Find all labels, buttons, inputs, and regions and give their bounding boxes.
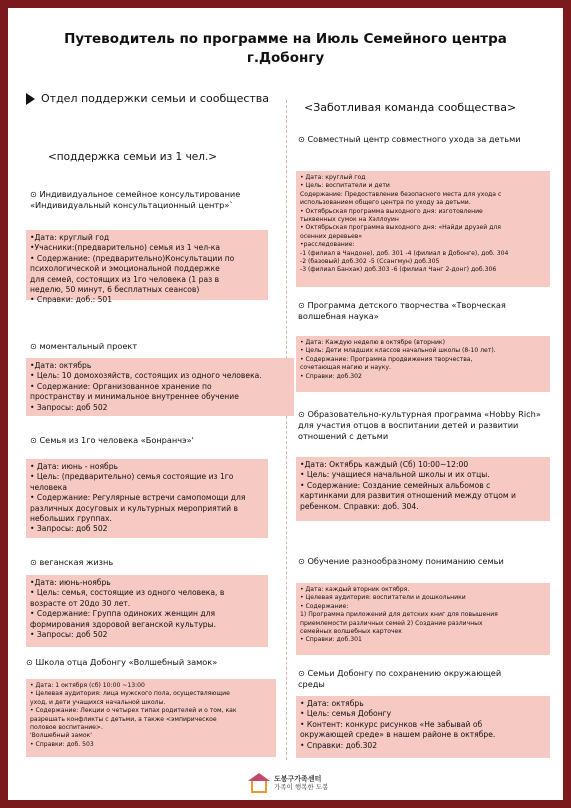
program-line: тыквенных сумок на Хэллоуин bbox=[300, 216, 399, 224]
heading-line: среды bbox=[298, 679, 325, 689]
program-box bbox=[26, 358, 294, 416]
heading-line: ⊙ Образовательно-культурная программа «Hobby Rich» bbox=[298, 409, 541, 419]
program-line: • Запросы: доб 502 bbox=[30, 630, 108, 640]
program-line: • Целевая аудитория: воспитатели и дошкольники bbox=[300, 594, 466, 602]
program-line: ребенком. Справки: доб. 304. bbox=[300, 501, 419, 511]
program-line: человека bbox=[30, 482, 68, 492]
program-line: • Содержание: Создание семейных альбомов с bbox=[300, 480, 491, 490]
program-heading bbox=[298, 300, 506, 322]
heading-line: ⊙ веганская жизнь bbox=[30, 557, 114, 567]
program-line: -3 (филиал Банхак) доб.303 -6 (филиал Чанг 2-донг) доб.306 bbox=[300, 266, 497, 274]
program-heading bbox=[30, 557, 113, 568]
right-section-title: <Заботливая команда сообщества> bbox=[304, 101, 517, 114]
program-line: • Справки: доб.301 bbox=[300, 636, 362, 644]
family-center-logo bbox=[248, 773, 328, 793]
program-heading bbox=[30, 435, 194, 446]
heading-line: ⊙ Индивидуальное семейное консультирование bbox=[30, 189, 241, 199]
heading-line: ⊙ Школа отца Добонгу «Волшебный замок» bbox=[26, 657, 218, 667]
left-subsection-title: <поддержка семьи из 1 чел.> bbox=[48, 151, 218, 163]
program-line: осенних деревьев» bbox=[300, 232, 363, 240]
page-title bbox=[8, 30, 563, 68]
program-line: • Справки: доб. 503 bbox=[30, 740, 94, 748]
house-icon bbox=[248, 773, 270, 793]
program-line: небольших группах. bbox=[30, 514, 112, 524]
program-line: • Цель: семья Добонгу bbox=[300, 709, 392, 719]
program-line: формирования здоровой веганской культуры. bbox=[30, 619, 217, 629]
program-line: • Справки: доб.302 bbox=[300, 372, 362, 380]
program-line: • Справки: доб.302 bbox=[300, 740, 378, 750]
column-divider bbox=[286, 100, 287, 760]
program-line: • Содержание: Программа продвижения творчества, bbox=[300, 355, 473, 363]
program-line: •расследование: bbox=[300, 241, 355, 249]
program-line: • Дата: каждый вторник октября. bbox=[300, 586, 410, 593]
program-line: •Дата: круглый год bbox=[30, 233, 110, 242]
program-box bbox=[26, 575, 268, 647]
program-line: уход, и дети учащихся начальной школы. bbox=[30, 698, 166, 706]
program-line: • Справки: доб.: 501 bbox=[30, 295, 113, 305]
program-line: • Содержание: Организованное хранение по bbox=[30, 381, 212, 391]
program-line: • Цель: воспитатели и дети bbox=[300, 182, 390, 190]
program-line: •Дата: октябрь bbox=[30, 361, 92, 370]
program-box bbox=[296, 336, 550, 392]
program-heading bbox=[298, 668, 501, 690]
program-line: половое воспитание>. bbox=[30, 724, 103, 732]
program-line: использованием общего центра по уходу за детьми. bbox=[300, 199, 471, 207]
program-line: • Цель: учащиеся начальной школы и их отцы. bbox=[300, 470, 490, 480]
program-line: • Дата: октябрь bbox=[300, 699, 364, 708]
program-line: приемлемости различных семей 2) Создание различных bbox=[300, 619, 483, 627]
program-line: Содержание: Предоставление безопасного места для ухода с bbox=[300, 190, 502, 198]
left-section-header bbox=[26, 92, 269, 105]
program-line: • Запросы: доб 502 bbox=[30, 402, 108, 412]
heading-line: ⊙ Программа детского творчества «Творческая bbox=[298, 300, 506, 310]
program-line: •Учасники:(предварительно) семья из 1 чел-ка bbox=[30, 243, 221, 253]
program-line: • Дата: Каждую неделю в октябре (вторник) bbox=[300, 339, 445, 346]
program-line: • Содержание: Лекции о четырех типах родителей и о том, как bbox=[30, 707, 237, 715]
program-heading bbox=[298, 556, 504, 567]
title-line-1: Путеводитель по программе на Июль Семейного центра bbox=[64, 31, 507, 47]
program-line: • Дата: июнь - ноябрь bbox=[30, 462, 119, 471]
program-line: • Содержание: bbox=[300, 602, 349, 610]
heading-line: «Индивидуальный консультационный центр»` bbox=[30, 200, 234, 210]
title-line-2: г.Добонгу bbox=[246, 50, 325, 66]
program-line: • Целевая аудитория: лица мужского пола, осуществляющие bbox=[30, 690, 230, 698]
program-line: для семей, состоящих из 1го человека (1 раз в bbox=[30, 274, 220, 284]
program-line: окружающей среде» в нашем районе в октябре. bbox=[300, 730, 496, 740]
program-line: • Цель: (предварительно) семья состоящие из 1го bbox=[30, 472, 234, 482]
heading-line: ⊙ Обучение разнообразному пониманию семьи bbox=[298, 556, 504, 566]
program-line: • Контент: конкурс рисунков «Не забывай об bbox=[300, 719, 483, 729]
program-box bbox=[26, 459, 268, 538]
program-line: разрешать конфликты с детьми, а также <эмпирическое bbox=[30, 715, 217, 723]
program-line: • Содержание: Группа одиноких женщин для bbox=[30, 609, 216, 619]
program-line: психологической и эмоциональной поддержке bbox=[30, 264, 220, 274]
program-line: • Дата: круглый год bbox=[300, 174, 366, 181]
heading-line: для участия отцов в воспитании детей и развитии bbox=[298, 420, 519, 430]
poster bbox=[8, 8, 563, 800]
logo-subtitle: 가족이 행복한 도봉 bbox=[274, 783, 329, 791]
program-line: неделю, 50 минут, 6 бесплатных сеансов) bbox=[30, 285, 200, 295]
heading-line: ⊙ Семьи Добонгу по сохранению окружающей bbox=[298, 668, 502, 678]
program-line: • Содержание: (предварительно)Консультации по bbox=[30, 253, 235, 263]
program-line: -2 (базовый) доб.302 -5 (Ссангмун) доб.305 bbox=[300, 258, 440, 266]
program-line: 'Волшебный замок' bbox=[30, 732, 92, 740]
program-line: возрасте от 20до 30 лет. bbox=[30, 598, 131, 608]
program-line: •Дата: июнь-ноябрь bbox=[30, 578, 111, 587]
program-heading bbox=[298, 134, 521, 145]
program-line: картинками для развития отношений между отцом и bbox=[300, 491, 516, 501]
program-heading bbox=[26, 657, 217, 668]
program-box bbox=[296, 457, 550, 521]
program-heading bbox=[30, 341, 137, 352]
program-heading bbox=[298, 409, 541, 442]
program-line: • Цель: семья, состоящие из одного человека, в bbox=[30, 588, 225, 598]
heading-line: ⊙ Семья из 1го человека «Бонранчэ»' bbox=[30, 435, 194, 445]
program-line: •Дата: Октябрь каждый (Сб) 10:00~12:00 bbox=[300, 460, 469, 469]
program-line: • Цель: Дети младших классов начальной школы (8-10 лет). bbox=[300, 347, 496, 355]
program-line: • Содержание: Регулярные встречи самопомощи для bbox=[30, 493, 246, 503]
heading-line: волшебная наука» bbox=[298, 311, 379, 321]
program-box bbox=[26, 230, 268, 305]
program-box bbox=[296, 696, 550, 758]
program-box bbox=[26, 679, 276, 757]
program-line: • Цель: 10 домохозяйств, состоящих из одного человека. bbox=[30, 371, 262, 381]
logo-name: 도봉구가족센터 bbox=[274, 775, 322, 783]
triangle-bullet-icon bbox=[26, 93, 35, 105]
program-line: различных досуговых и культурных мероприятий в bbox=[30, 503, 238, 513]
program-box bbox=[296, 583, 550, 655]
program-line: • Октябрьская программа выходного дня: изготовление bbox=[300, 207, 483, 215]
heading-line: ⊙ моментальный проект bbox=[30, 341, 138, 351]
program-heading bbox=[30, 189, 240, 211]
program-line: семейных волшебных карточек bbox=[300, 628, 402, 636]
program-line: 1) Программа приложений для детских книг для повышения bbox=[300, 611, 498, 619]
program-box bbox=[296, 171, 550, 287]
program-line: пространству и минимальное внутреннее обучение bbox=[30, 392, 239, 402]
program-line: сочетающая магию и науку. bbox=[300, 364, 391, 372]
program-line: • Запросы: доб 502 bbox=[30, 524, 108, 534]
program-line: • Дата: 1 октября (сб) 10:00 ~13:00 bbox=[30, 682, 145, 689]
left-section-title: Отдел поддержки семьи и сообщества bbox=[41, 92, 270, 105]
program-line: • Октябрьская программа выходного дня: «Найди друзей для bbox=[300, 224, 501, 232]
heading-line: ⊙ Совместный центр совместного ухода за детьми bbox=[298, 134, 521, 144]
heading-line: отношений с детьми bbox=[298, 431, 389, 441]
program-line: -1 (филиал в Чандоне), доб. 301 -4 (филиал в Добонге), доб. 304 bbox=[300, 249, 509, 257]
